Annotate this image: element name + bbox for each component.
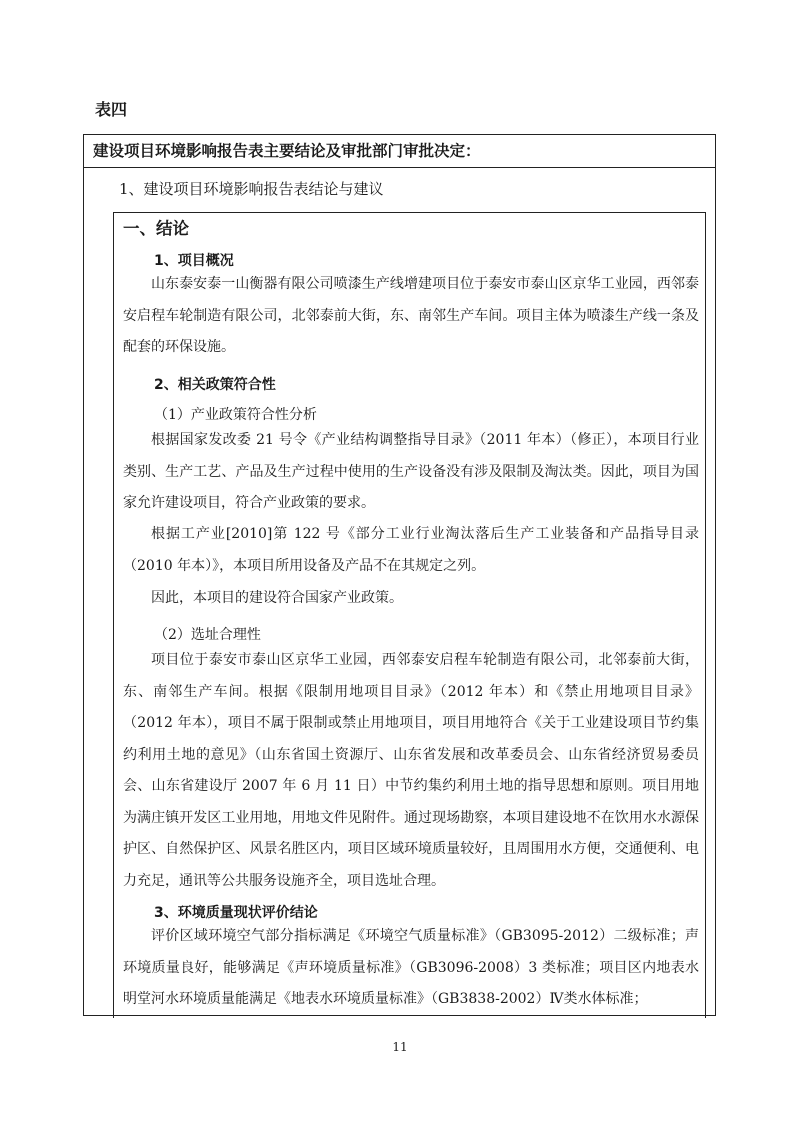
conclusion-box — [113, 212, 706, 1018]
industrial-policy-title: （1）产业政策符合性分析 — [154, 407, 317, 423]
overview-paragraph: 山东泰安泰一山衡器有限公司喷漆生产线增建项目位于泰安市泰山区京华工业园，西邻泰安启程车轮制造有限公司，北邻泰前大街，东、南邻生产车间。项目主体为喷漆生产线一条及配套的环保设施。 — [123, 276, 699, 355]
environment-title: 3、环境质量现状评价结论 — [154, 905, 318, 921]
policy-title: 2、相关政策符合性 — [154, 377, 276, 393]
industrial-policy-paragraph-3: 因此，本项目的建设符合国家产业政策。 — [151, 590, 403, 606]
site-paragraph: 项目位于泰安市泰山区京华工业园，西邻泰安启程车轮制造有限公司，北邻泰前大街，东、南邻生产车间。根据《限制用地项目目录》（2012 年本）和《禁止用地项目目录》（2012 年本），项目不属于限制或禁止用地项目，项目用地符合《关于工业建设项目节约集约利用土地的意见》（山东省国土资源厅、山东省发展和改革委员会、山东省经济贸易委员会、山东省建设厅 2007 年 6 月 11 日）中节约集约利用土地的指导思想和原则。项目用地为满庄镇开发区工业用地，用地文件见附件。通过现场勘察，本项目建设地不在饮用水水源保护区、自然保护区、风景名胜区内，项目区域环境质量较好，且周围用水方便，交通便利、电力充足，通讯等公共服务设施齐全，项目选址合理。 — [123, 652, 699, 889]
industrial-policy-paragraph-1: 根据国家发改委 21 号令《产业结构调整指导目录》（2011 年本）（修正），本项目行业类别、生产工艺、产品及生产过程中使用的生产设备没有涉及限制及淘汰类。因此，项目为国家允许建设项目，符合产业政策的要求。 — [123, 432, 699, 511]
table-header: 建设项目环境影响报告表主要结论及审批部门审批决定： — [84, 135, 715, 168]
approval-table — [83, 134, 716, 1016]
industrial-policy-paragraph-2: 根据工产业[2010]第 122 号《部分工业行业淘汰落后生产工业装备和产品指导目录（2010 年本）》，本项目所用设备及产品不在其规定之列。 — [123, 526, 699, 574]
overview-title: 1、项目概况 — [154, 253, 234, 269]
table-label: 表四 — [95, 100, 128, 119]
site-title: （2）选址合理性 — [154, 627, 261, 643]
conclusion-title: 一、结论 — [123, 219, 189, 238]
environment-paragraph: 评价区域环境空气部分指标满足《环境空气质量标准》（GB3095-2012）二级标准；声环境质量良好，能够满足《声环境质量标准》（GB3096-2008）3 类标准；项目区内地表水明堂河水环境质量能满足《地表水环境质量标准》（GB3838-2002）Ⅳ类水体标准； — [123, 928, 699, 1007]
section-heading: 1、建设项目环境影响报告表结论与建议 — [119, 180, 384, 198]
page-number: 11 — [392, 1040, 408, 1054]
